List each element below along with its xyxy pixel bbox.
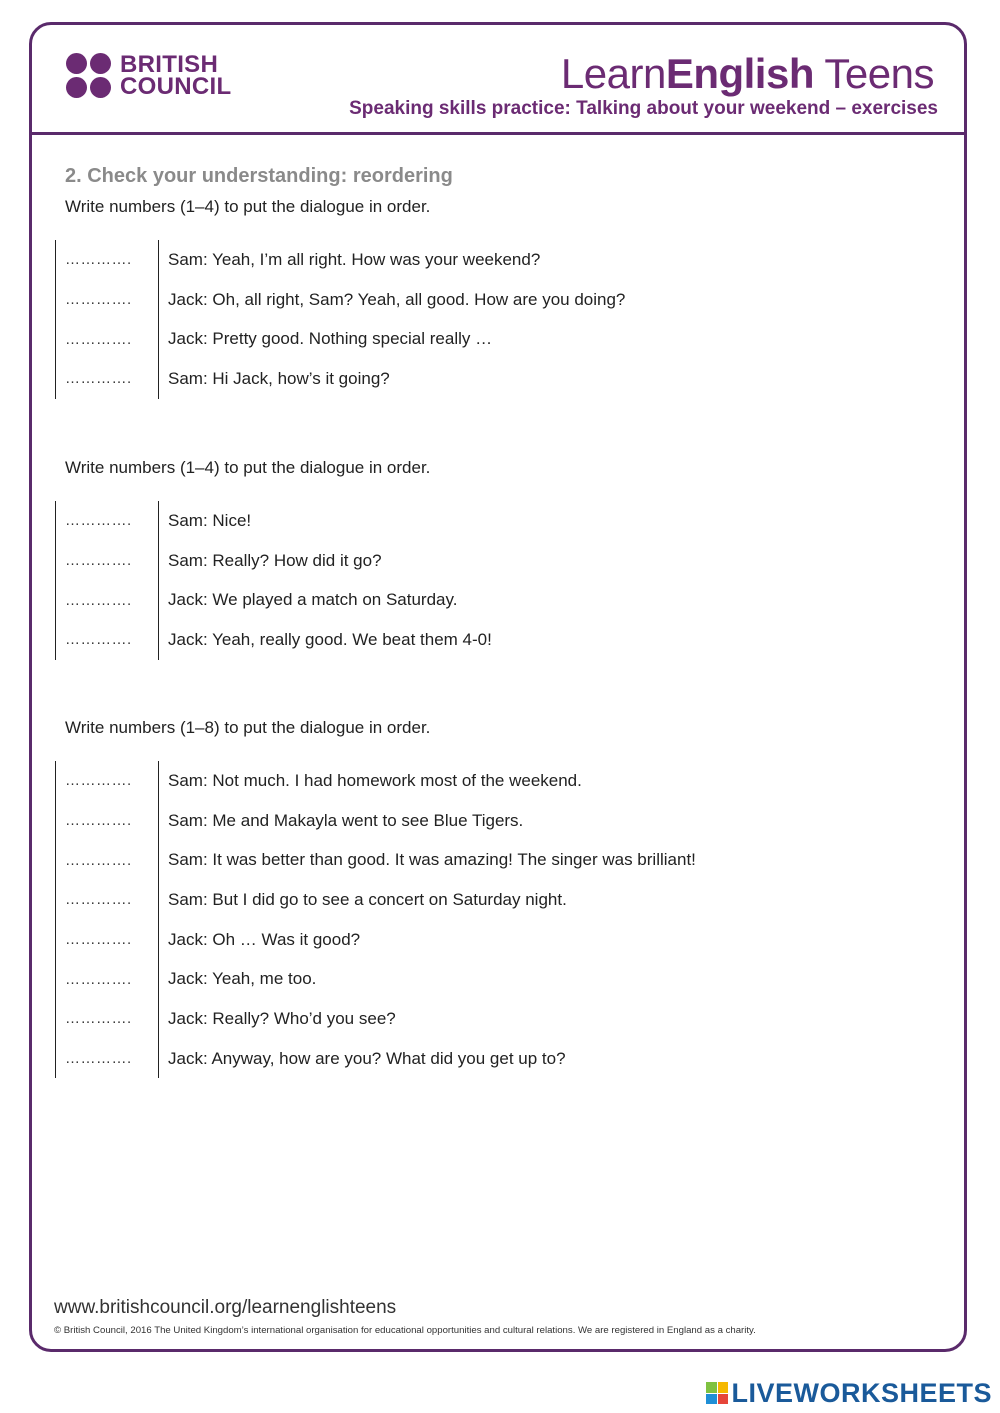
answer-blank[interactable]: …………. — [65, 851, 132, 869]
dialogue-row — [55, 1039, 855, 1079]
le-logo-teens: Teens — [814, 50, 934, 97]
worksheet-subtitle: Speaking skills practice: Talking about your weekend – exercises — [349, 98, 938, 119]
dialogue-row — [55, 620, 855, 660]
exercise-3 — [55, 761, 855, 1079]
dialogue-row — [55, 580, 855, 620]
dialogue-row — [55, 240, 855, 280]
bc-logo-line1: BRITISH — [120, 51, 219, 78]
dialogue-line: Jack: Anyway, how are you? What did you get up to? — [168, 1048, 566, 1068]
answer-blank[interactable]: …………. — [65, 891, 132, 909]
exercise-2 — [55, 501, 855, 660]
footer-url-link[interactable]: www.britishcouncil.org/learnenglishteens — [54, 1297, 397, 1318]
dialogue-line: Jack: Yeah, really good. We beat them 4-0! — [168, 629, 492, 649]
answer-blank[interactable]: …………. — [65, 631, 132, 649]
exercise-1 — [55, 240, 855, 399]
learnenglish-teens-logo — [561, 50, 934, 98]
footer-copyright: © British Council, 2016 The United Kingdom’s international organisation for educational opportunities and cultural relations. We are registered in England as a charity. — [54, 1325, 756, 1336]
answer-blank[interactable]: …………. — [65, 1010, 132, 1028]
dialogue-line: Sam: Yeah, I’m all right. How was your weekend? — [168, 249, 541, 269]
answer-blank[interactable]: …………. — [65, 591, 132, 609]
dialogue-line: Sam: It was better than good. It was amazing! The singer was brilliant! — [168, 850, 696, 870]
british-council-dots-icon — [66, 53, 114, 99]
dialogue-line: Jack: We played a match on Saturday. — [168, 590, 458, 610]
answer-blank[interactable]: …………. — [65, 931, 132, 949]
dialogue-line: Jack: Yeah, me too. — [168, 969, 317, 989]
dialogue-row — [55, 801, 855, 841]
dialogue-row — [55, 840, 855, 880]
answer-blank[interactable]: …………. — [65, 812, 132, 830]
dialogue-row — [55, 761, 855, 801]
dialogue-line: Sam: But I did go to see a concert on Saturday night. — [168, 889, 567, 909]
dialogue-line: Sam: Hi Jack, how’s it going? — [168, 368, 390, 388]
page-frame — [29, 22, 967, 1352]
dialogue-row — [55, 359, 855, 399]
answer-blank[interactable]: …………. — [65, 251, 132, 269]
dialogue-row — [55, 880, 855, 920]
exercise-2-instruction: Write numbers (1–4) to put the dialogue in order. — [65, 458, 431, 477]
answer-blank[interactable]: …………. — [65, 1050, 132, 1068]
dialogue-line: Jack: Oh, all right, Sam? Yeah, all good. How are you doing? — [168, 289, 626, 309]
exercise-1-instruction: Write numbers (1–4) to put the dialogue in order. — [65, 197, 431, 216]
answer-blank[interactable]: …………. — [65, 330, 132, 348]
liveworksheets-logo[interactable] — [706, 1378, 992, 1408]
dialogue-line: Sam: Not much. I had homework most of the weekend. — [168, 770, 582, 790]
dialogue-row — [55, 319, 855, 359]
answer-blank[interactable]: …………. — [65, 512, 132, 530]
dialogue-row — [55, 280, 855, 320]
dialogue-row — [55, 541, 855, 581]
dialogue-row — [55, 920, 855, 960]
section-heading: 2. Check your understanding: reordering — [65, 165, 453, 187]
dialogue-line: Jack: Really? Who’d you see? — [168, 1008, 396, 1028]
answer-blank[interactable]: …………. — [65, 970, 132, 988]
dialogue-line: Jack: Oh … Was it good? — [168, 929, 361, 949]
liveworksheets-text: LIVEWORKSHEETS — [731, 1377, 992, 1408]
le-logo-learn: Learn — [560, 50, 666, 97]
dialogue-line: Sam: Really? How did it go? — [168, 550, 382, 570]
british-council-logo — [66, 52, 231, 100]
answer-blank[interactable]: …………. — [65, 291, 132, 309]
liveworksheets-icon — [706, 1382, 728, 1404]
answer-blank[interactable]: …………. — [65, 772, 132, 790]
answer-blank[interactable]: …………. — [65, 370, 132, 388]
dialogue-row — [55, 959, 855, 999]
answer-blank[interactable]: …………. — [65, 552, 132, 570]
dialogue-row — [55, 501, 855, 541]
exercise-3-instruction: Write numbers (1–8) to put the dialogue in order. — [65, 718, 431, 737]
dialogue-line: Jack: Pretty good. Nothing special really … — [168, 329, 493, 349]
header-divider — [29, 132, 967, 135]
dialogue-line: Sam: Me and Makayla went to see Blue Tigers. — [168, 810, 524, 830]
le-logo-english: English — [665, 50, 814, 97]
dialogue-row — [55, 999, 855, 1039]
dialogue-line: Sam: Nice! — [168, 510, 252, 530]
bc-logo-line2: COUNCIL — [120, 73, 232, 100]
